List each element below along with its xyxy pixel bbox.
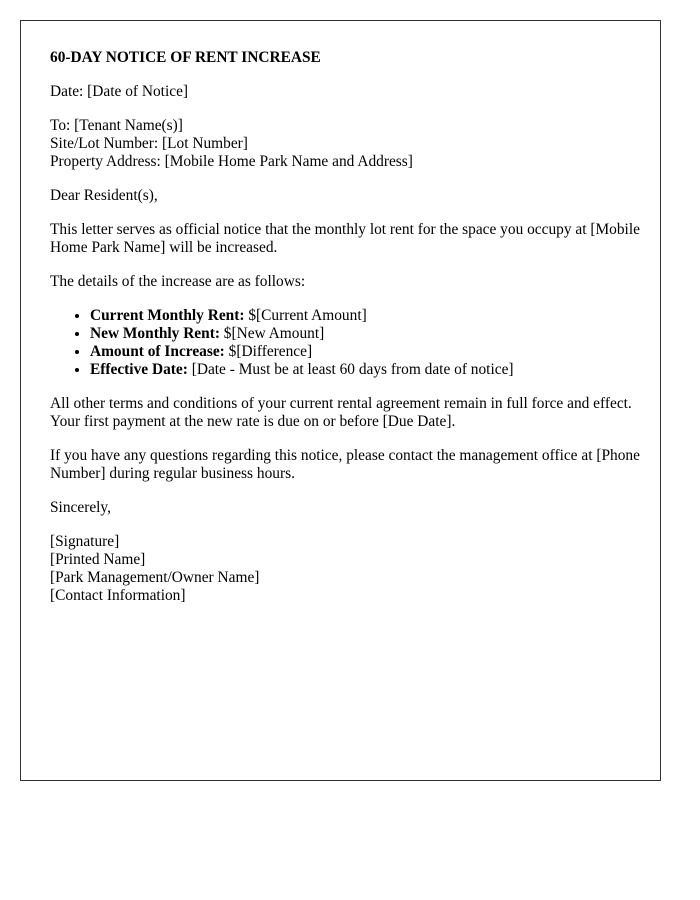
list-item (90, 325, 640, 343)
management-name: [Park Management/Owner Name] (50, 569, 260, 586)
letter-body (50, 49, 640, 621)
recipient-site: Site/Lot Number: [Lot Number] (50, 135, 248, 152)
signature-block (50, 533, 640, 605)
detail-value: [Date - Must be at least 60 days from date of notice] (187, 361, 514, 378)
letter-title: 60-DAY NOTICE OF RENT INCREASE (50, 49, 321, 66)
list-item (90, 361, 640, 379)
list-item (90, 343, 640, 361)
details-list (50, 307, 640, 379)
date-line: Date: [Date of Notice] (50, 83, 189, 100)
detail-label: New Monthly Rent: (90, 325, 220, 342)
questions-paragraph: If you have any questions regarding this notice, please contact the management office at [Phone Number] during regular business hours. (50, 447, 640, 482)
terms-paragraph: All other terms and conditions of your current rental agreement remain in full force and effect. Your first payment at the new rate is due on or before [Due Date]. (50, 395, 632, 430)
closing: Sincerely, (50, 499, 111, 516)
details-intro: The details of the increase are as follows: (50, 273, 306, 290)
recipient-property: Property Address: [Mobile Home Park Name and Address] (50, 153, 413, 170)
detail-label: Effective Date: (90, 361, 188, 378)
list-item (90, 307, 640, 325)
recipient-block (50, 117, 640, 171)
salutation: Dear Resident(s), (50, 187, 158, 204)
contact-information: [Contact Information] (50, 587, 186, 604)
detail-value: $[Difference] (224, 343, 313, 360)
printed-name: [Printed Name] (50, 551, 146, 568)
detail-value: $[Current Amount] (244, 307, 367, 324)
detail-label: Amount of Increase: (90, 343, 225, 360)
intro-paragraph: This letter serves as official notice that the monthly lot rent for the space you occupy at [Mobile Home Park Name] will be increased. (50, 221, 640, 256)
letter-page (20, 20, 661, 781)
detail-value: $[New Amount] (219, 325, 325, 342)
detail-label: Current Monthly Rent: (90, 307, 245, 324)
recipient-to: To: [Tenant Name(s)] (50, 117, 183, 134)
signature-placeholder: [Signature] (50, 533, 120, 550)
